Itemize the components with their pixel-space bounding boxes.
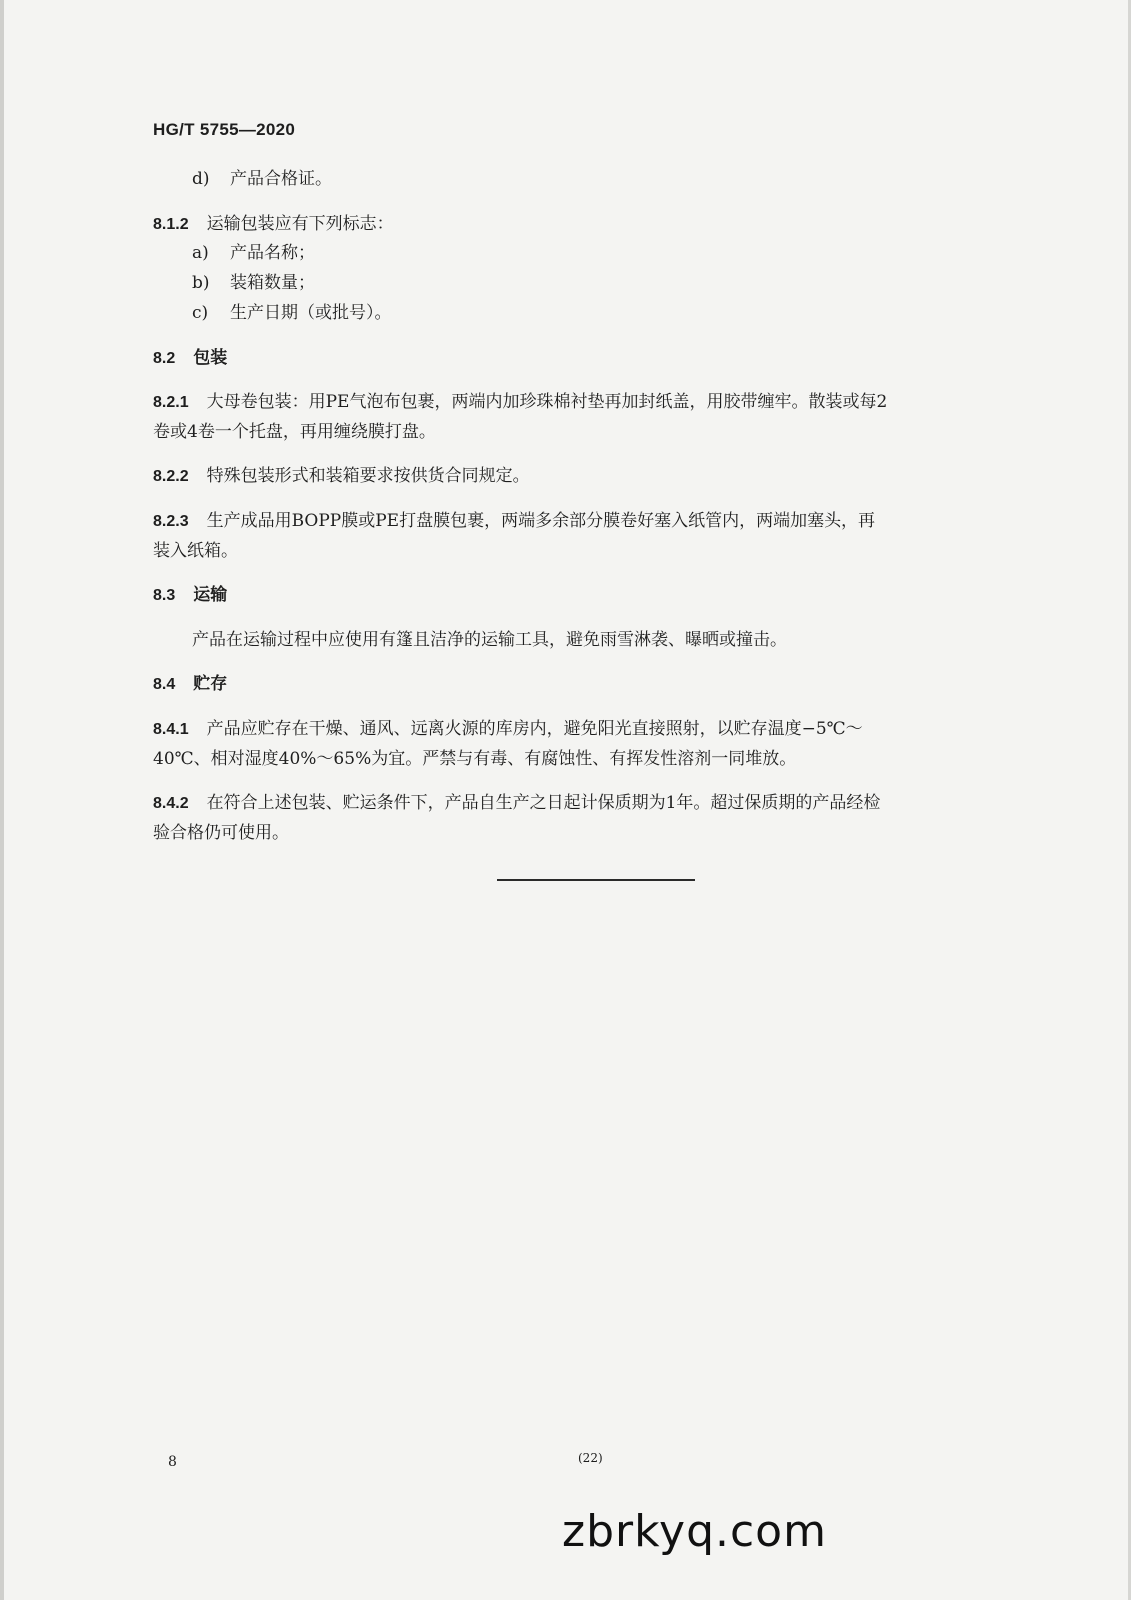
- clause-8-4-1: [153, 714, 1033, 745]
- clause-8-2-3: [153, 506, 1033, 537]
- clause-text: 特殊包装形式和装箱要求按供货合同规定。: [206, 466, 530, 486]
- clause-number: 8.4.2: [153, 795, 189, 812]
- list-marker: b): [192, 273, 210, 293]
- clause-8-2-1: [153, 387, 1033, 418]
- clause-text: 大母卷包装：用PE气泡布包裹，两端内加珍珠棉衬垫再加封纸盖，用胶带缠牢。散装或每2: [206, 392, 888, 412]
- clause-text: 生产成品用BOPP膜或PE打盘膜包裹，两端多余部分膜卷好塞入纸管内，两端加塞头，再: [206, 511, 876, 531]
- list-item: [192, 238, 315, 268]
- end-rule: [497, 879, 695, 881]
- section-heading-8-3: [153, 580, 227, 611]
- page-sequence: (22): [578, 1451, 603, 1465]
- section-number: 8.2: [153, 350, 176, 367]
- clause-8-2-2: [153, 461, 530, 492]
- page-number: 8: [168, 1454, 177, 1470]
- section-title: 贮存: [193, 674, 228, 694]
- section-title: 运输: [193, 585, 228, 605]
- list-item: [192, 298, 392, 328]
- section-heading-8-4: [153, 669, 227, 700]
- list-marker: d): [192, 169, 210, 189]
- clause-text: 在符合上述包装、贮运条件下，产品自生产之日起计保质期为1年。超过保质期的产品经检: [206, 793, 881, 813]
- list-text: 装箱数量；: [230, 273, 315, 293]
- clause-number: 8.4.1: [153, 721, 189, 738]
- scan-edge-left: [0, 0, 4, 1600]
- document-code: HG/T 5755—2020: [153, 120, 296, 139]
- clause-8-4-2: [153, 788, 1033, 819]
- clause-text: 运输包装应有下列标志：: [206, 214, 394, 234]
- list-item: [192, 164, 332, 194]
- list-marker: c): [192, 303, 209, 323]
- clause-number: 8.2.1: [153, 394, 189, 411]
- section-text: 产品在运输过程中应使用有篷且洁净的运输工具，避免雨雪淋袭、曝晒或撞击。: [192, 630, 787, 650]
- clause-number: 8.2.2: [153, 468, 189, 485]
- list-text: 产品合格证。: [230, 169, 332, 189]
- clause-continuation: 验合格仍可使用。: [153, 823, 289, 843]
- list-marker: a): [192, 243, 209, 263]
- clause-number: 8.1.2: [153, 216, 189, 233]
- clause-8-1-2: [153, 209, 394, 240]
- list-text: 生产日期（或批号）。: [230, 303, 392, 323]
- section-title: 包装: [193, 348, 228, 368]
- section-number: 8.3: [153, 587, 176, 604]
- section-number: 8.4: [153, 676, 176, 693]
- list-text: 产品名称；: [230, 243, 315, 263]
- list-item: [192, 268, 315, 298]
- clause-continuation: 卷或4卷一个托盘，再用缠绕膜打盘。: [153, 422, 436, 442]
- clause-number: 8.2.3: [153, 513, 189, 530]
- watermark-text: zbrkyq.com: [562, 1506, 827, 1557]
- clause-text: 产品应贮存在干燥、通风、远离火源的库房内，避免阳光直接照射，以贮存温度−5℃～: [206, 719, 863, 739]
- clause-continuation: 40℃、相对湿度40%～65%为宜。严禁与有毒、有腐蚀性、有挥发性溶剂一同堆放。: [153, 749, 797, 769]
- section-heading-8-2: [153, 343, 227, 374]
- clause-continuation: 装入纸箱。: [153, 541, 238, 561]
